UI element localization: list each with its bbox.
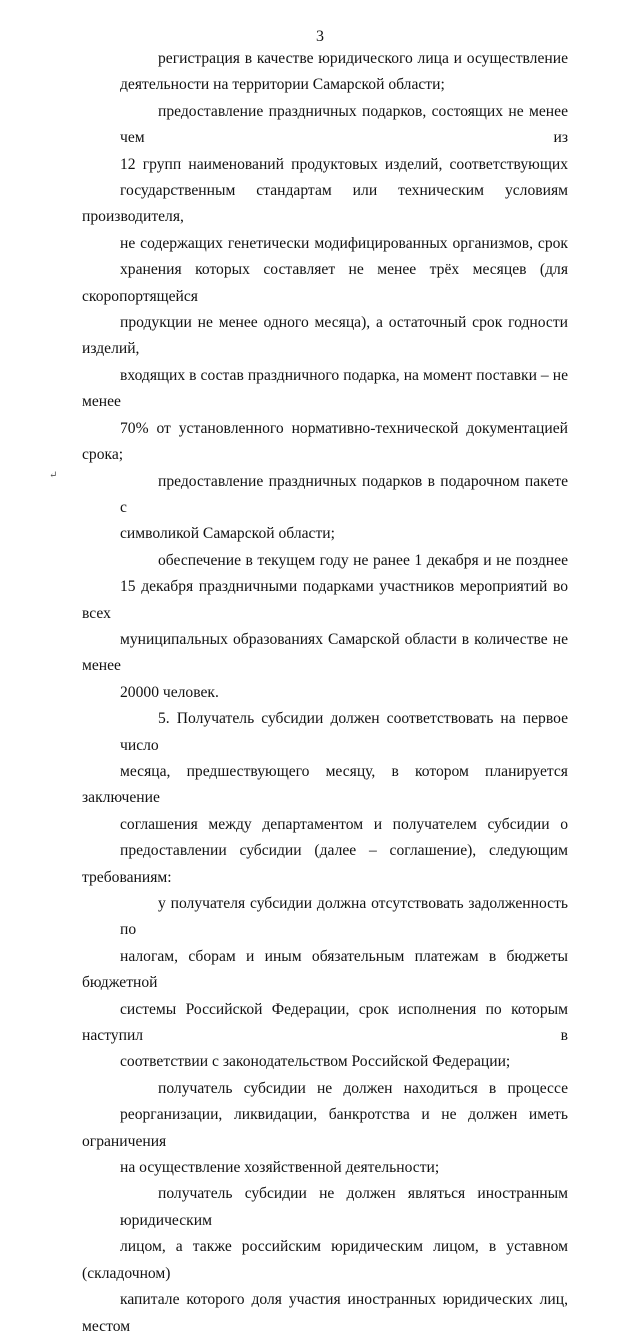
paragraph-line: хранения которых составляет не менее трёх месяцев (для скоропортящейся (82, 261, 568, 305)
paragraph-line: предоставление праздничных подарков в подарочном пакете с (120, 472, 568, 516)
paragraph-line: предоставлении субсидии (далее – соглашение), следующим требованиям: (82, 842, 568, 886)
paragraph (82, 706, 568, 891)
paragraph-line: 20000 человек. (120, 683, 219, 701)
paragraph (82, 548, 568, 706)
paragraph-line: обеспечение в текущем году не ранее 1 декабря и не позднее (158, 551, 568, 569)
paragraph-line: системы Российской Федерации, срок исполнения по которым наступил в (82, 1000, 568, 1045)
paragraph-line: соглашения между департаментом и получателем субсидии о (120, 815, 568, 833)
paragraph-line: капитале которого доля участия иностранных юридических лиц, местом (82, 1291, 568, 1335)
paragraph (82, 1181, 568, 1339)
paragraph-line: лицом, а также российским юридическим лицом, в уставном (складочном) (82, 1238, 568, 1282)
paragraph-line: предоставление праздничных подарков, состоящих не менее чем из (120, 102, 568, 147)
paragraph-line: на осуществление хозяйственной деятельности; (120, 1159, 440, 1177)
paragraph-line: 70% от установленного нормативно-технической документацией срока; (82, 419, 568, 464)
paragraph-line: продукции не менее одного месяца), а остаточный срок годности изделий, (82, 314, 568, 358)
paragraph-line: символикой Самарской области; (120, 525, 335, 543)
paragraph-line: получатель субсидии не должен являться иностранным юридическим (120, 1185, 568, 1229)
margin-mark: ↵ (49, 470, 58, 481)
paragraph-line: входящих в состав праздничного подарка, на момент поставки – не менее (82, 366, 568, 411)
paragraph-line: у получателя субсидии должна отсутствовать задолженность по (120, 895, 568, 939)
paragraph-line: 15 декабря праздничными подарками участников мероприятий во всех (82, 578, 568, 622)
paragraph (82, 469, 568, 548)
paragraph-line: регистрация в качестве юридического лица и осуществление (158, 50, 568, 67)
paragraph-line: не содержащих генетически модифицированных организмов, срок (120, 234, 568, 252)
document-body (82, 46, 568, 1340)
paragraph-line: 12 групп наименований продуктовых изделий, соответствующих (120, 155, 568, 173)
paragraph-line: государственным стандартам или техническим условиям производителя, (82, 182, 568, 226)
paragraph (82, 46, 568, 99)
page-number: 3 (316, 28, 324, 45)
paragraph-line: деятельности на территории Самарской области; (120, 76, 445, 94)
paragraph-line: 5. Получатель субсидии должен соответствовать на первое число (120, 710, 568, 754)
paragraph-line: соответствии с законодательством Российской Федерации; (120, 1053, 511, 1071)
paragraph-line: муниципальных образованиях Самарской области в количестве не менее (82, 630, 568, 675)
paragraph-line: реорганизации, ликвидации, банкротства и не должен иметь ограничения (82, 1106, 568, 1150)
paragraph (82, 1076, 568, 1182)
paragraph-line: получатель субсидии не должен находиться в процессе (158, 1079, 568, 1097)
paragraph (82, 891, 568, 1076)
paragraph (82, 99, 568, 469)
paragraph-line: налогам, сборам и иным обязательным платежам в бюджеты бюджетной (82, 947, 568, 992)
paragraph-line: месяца, предшествующего месяцу, в котором планируется заключение (82, 762, 568, 807)
